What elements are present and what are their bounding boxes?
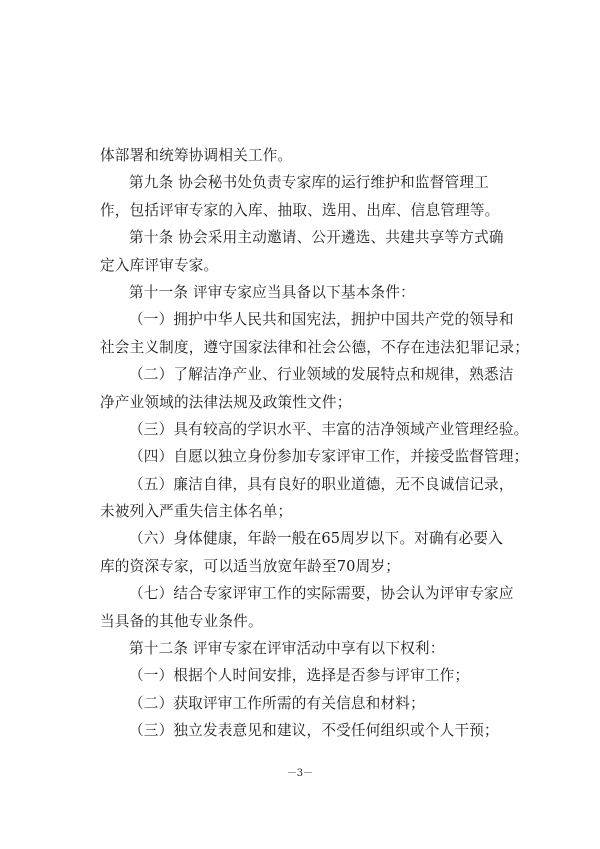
text-line: 库的资深专家，可以适当放宽年龄至70周岁； [100, 557, 401, 575]
document-body [100, 142, 530, 745]
list-item-line: （一）拥护中华人民共和国宪法，拥护中国共产党的领导和 [129, 311, 514, 329]
list-item-line: （五）廉洁自律，具有良好的职业道德，无不良诚信记录， [129, 475, 514, 493]
article-9-heading-line: 第九条 协会秘书处负责专家库的运行维护和监督管理工 [129, 174, 489, 192]
list-item-line: （四）自愿以独立身份参加专家评审工作，并接受监督管理； [129, 448, 529, 466]
text-line: 作，包括评审专家的入库、抽取、选用、出库、信息管理等。 [100, 201, 500, 219]
list-item-line: （七）结合专家评审工作的实际需要，协会认为评审专家应 [129, 585, 514, 603]
article-10-heading-line: 第十条 协会采用主动邀请、公开遴选、共建共享等方式确 [129, 229, 504, 247]
text-line: 未被列入严重失信主体名单； [100, 503, 293, 521]
list-item-line: （二）获取评审工作所需的有关信息和材料； [129, 694, 425, 712]
list-item-line: （三）独立发表意见和建议，不受任何组织或个人干预； [129, 722, 499, 740]
list-item-line: （二）了解洁净产业、行业领域的发展特点和规律，熟悉洁 [129, 366, 514, 384]
text-line: 社会主义制度，遵守国家法律和社会公德，不存在违法犯罪记录； [100, 338, 530, 356]
list-item-line: （三）具有较高的学识水平、丰富的洁净领域产业管理经验。 [129, 420, 529, 438]
list-item-line: （一）根据个人时间安排，选择是否参与评审工作； [129, 667, 470, 685]
text-line: 定入库评审专家。 [100, 256, 219, 274]
text-line: 体部署和统筹协调相关工作。 [100, 147, 293, 164]
text-line: 当具备的其他专业条件。 [100, 612, 263, 630]
page-number: －3－ [286, 768, 314, 779]
text-line: 净产业领域的法律法规及政策性文件； [100, 393, 352, 411]
article-11-heading-line: 第十一条 评审专家应当具备以下基本条件： [129, 283, 415, 301]
list-item-line: （六）身体健康，年龄一般在65周岁以下。对确有必要入 [129, 530, 504, 548]
article-12-heading-line: 第十二条 评审专家在评审活动中享有以下权利： [129, 640, 445, 658]
